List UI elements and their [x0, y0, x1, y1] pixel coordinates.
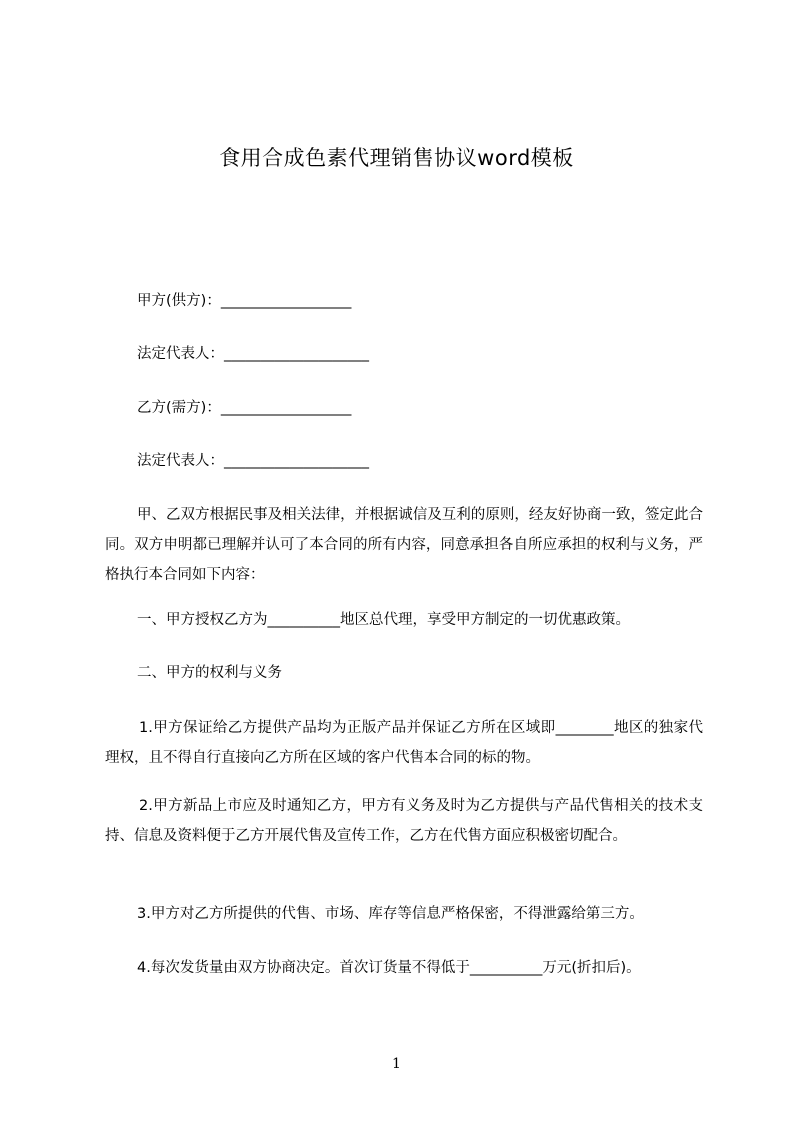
party-b-buyer-line: 乙方(需方)：__________________ [137, 400, 352, 416]
party-a-supplier-line: 甲方(供方)：__________________ [137, 293, 352, 309]
clause-2-item-1: 1.甲方保证给乙方提供产品均为正版产品并保证乙方所在区域即________地区的独家代理权，且不得自行直接向乙方所在区域的客户代售本合同的标的物。 [105, 720, 703, 766]
party-a-legal-rep-line: 法定代表人：____________________ [137, 346, 369, 362]
clause-1: 一、甲方授权乙方为__________地区总代理，享受甲方制定的一切优惠政策。 [137, 612, 630, 628]
clause-2-heading: 二、甲方的权利与义务 [137, 665, 282, 681]
intro-paragraph: 甲、乙双方根据民事及相关法律，并根据诚信及互利的原则，经友好协商一致，签定此合同。双方申明都已理解并认可了本合同的所有内容，同意承担各自所应承担的权利与义务，严格执行本合同如下内容： [105, 507, 703, 583]
clause-2-item-4: 4.每次发货量由双方协商决定。首次订货量不得低于__________万元(折扣后)。 [137, 960, 641, 976]
page-number: 1 [392, 1056, 401, 1072]
party-b-legal-rep-line: 法定代表人：____________________ [137, 453, 369, 469]
clause-2-item-3: 3.甲方对乙方所提供的代售、市场、库存等信息严格保密，不得泄露给第三方。 [137, 906, 644, 922]
clause-2-item-2: 2.甲方新品上市应及时通知乙方，甲方有义务及时为乙方提供与产品代售相关的技术支持、信息及资料便于乙方开展代售及宣传工作，乙方在代售方面应积极密切配合。 [105, 798, 703, 844]
document-title: 食用合成色素代理销售协议word模板 [219, 146, 574, 170]
